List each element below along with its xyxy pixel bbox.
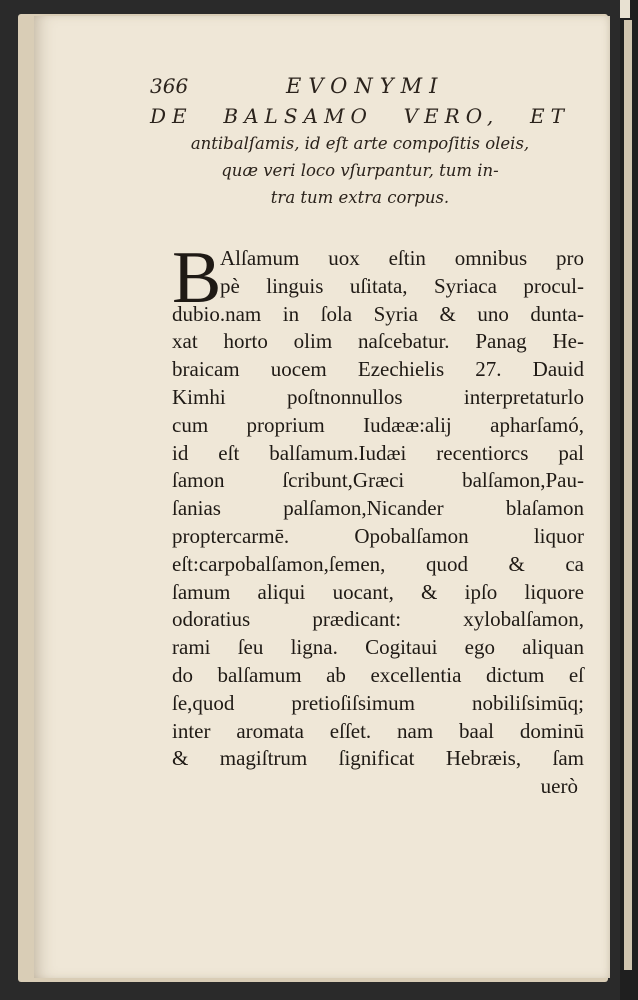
- body-line: ſanias palſamon,Nicander blaſamon: [172, 496, 584, 521]
- body-line: do balſamum ab excellentia dictum eſ: [172, 662, 584, 687]
- body-line: ſamum aliqui uocant, & ipſo liquore: [172, 579, 584, 604]
- title-line: quæ veri loco vſurpantur, tum in-: [221, 161, 499, 180]
- body-text: [172, 237, 584, 801]
- body-line: Alſamum uox eſtin omnibus pro: [220, 246, 584, 270]
- body-line: proptercarmē. Opobalſamon liquor: [172, 523, 584, 548]
- page-number: 366: [150, 74, 189, 98]
- body-line: cum proprium Iudææ:alij apharſamó,: [172, 412, 584, 437]
- body-line: & magiſtrum ſignificat Hebræis, ſam: [172, 746, 584, 771]
- body-line: id eſt balſamum.Iudæi recentiorcs pal: [172, 440, 584, 465]
- title-line: antibalſamis, id eſt arte compoſitis oleis,: [190, 134, 530, 153]
- body-line: ſe,quod pretioſiſsimum nobiliſsimūq;: [172, 690, 584, 715]
- body-line: braicam uocem Ezechielis 27. Dauid: [172, 357, 584, 382]
- body-line: pè linguis uſitata, Syriaca procul-: [220, 273, 584, 298]
- drop-cap: B: [172, 237, 222, 319]
- body-line: ſamon ſcribunt,Græci balſamon,Pau-: [172, 468, 584, 493]
- body-line: Kimhi poſtnonnullos interpretaturlo: [172, 384, 584, 409]
- body-line: xat horto olim naſcebatur. Panag He-: [172, 329, 584, 354]
- chapter-title: [150, 102, 570, 211]
- body-line: dubio.nam in ſola Syria & uno dunta-: [172, 301, 584, 326]
- body-line: rami ſeu ligna. Cogitaui ego aliquan: [172, 635, 584, 660]
- top-corner-marker: [620, 0, 630, 18]
- catchword: uerò: [540, 774, 578, 799]
- title-line: DE BALSAMO VERO, ET: [150, 104, 570, 128]
- facing-page-edge: [624, 20, 632, 970]
- title-line: tra tum extra corpus.: [270, 188, 450, 207]
- body-line: inter aromata eſſet. nam baal dominū: [172, 718, 584, 743]
- running-head: EVONYMI: [286, 74, 445, 98]
- body-line: odoratius prædicant: xylobalſamon,: [172, 607, 584, 632]
- body-line: eſt:carpobalſamon,ſemen, quod & ca: [172, 551, 584, 576]
